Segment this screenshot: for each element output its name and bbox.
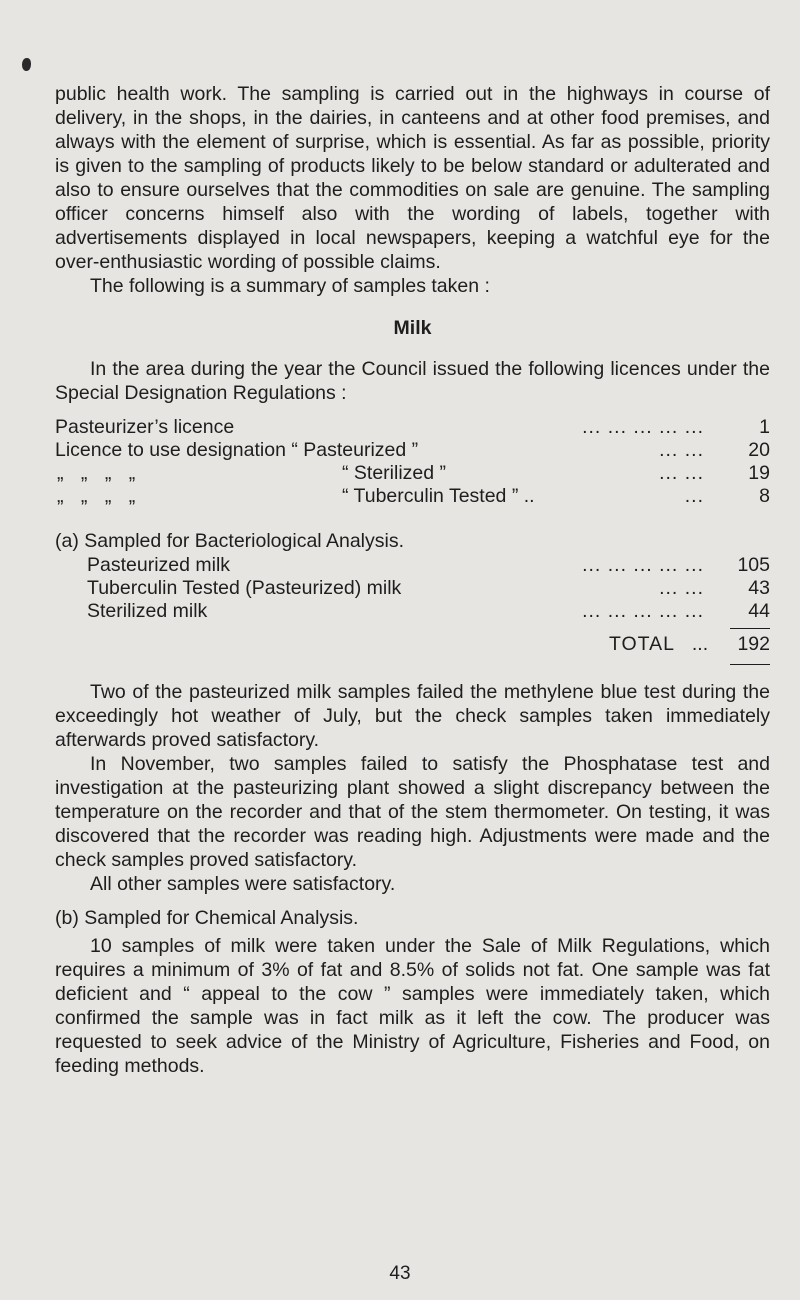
total-rule-top xyxy=(730,628,770,629)
sample-count: 43 xyxy=(748,577,770,599)
licence-row xyxy=(55,438,770,461)
leader-dots: ... ... ... ... ... xyxy=(582,554,704,576)
section-b-heading: (b) Sampled for Chemical Analysis. xyxy=(55,907,359,929)
licence-count: 8 xyxy=(759,485,770,507)
section-a-table xyxy=(55,553,770,660)
licence-label: Pasteurizer’s licence xyxy=(55,416,235,438)
sample-row xyxy=(87,599,770,622)
leader-dots: ... ... ... ... ... xyxy=(582,600,704,622)
licence-count: 1 xyxy=(759,416,770,438)
sample-label: Tuberculin Tested (Pasteurized) milk xyxy=(87,577,402,599)
intro-paragraph: public health work. The sampling is carried out in the highways in course of delivery, in the shops, in the dairies, in canteens and at other food premises, and always with the element of surprise, which is essential. As far as possible, priority is given to the sampling of products likely to be below standard or adulterated and also to ensure ourselves that the commodities on sale are genuine. The sampling officer concerns himself also with the wording of labels, together with advertisements displayed in local newspapers, keeping a watchful eye for the over-enthusiastic wording of possible claims. xyxy=(55,83,770,273)
total-block xyxy=(87,626,770,660)
milk-heading: Milk xyxy=(393,317,432,339)
leader-dots: ... ... xyxy=(659,462,704,484)
november-paragraph: In November, two samples failed to satisfy the Phosphatase test and investigation at the pasteurizing plant showed a slight discrepancy between the temperature on the recorder and that of the stem thermometer. On testing, it was discovered that the recorder was reading high. Adjustments were made and the check samples proved satisfactory. xyxy=(55,753,770,871)
all-other-paragraph: All other samples were satisfactory. xyxy=(90,873,396,895)
total-rule-bottom xyxy=(730,664,770,665)
licence-count: 20 xyxy=(748,439,770,461)
leader-dots: ... ... xyxy=(659,439,704,461)
ditto-marks: „ „ „ „ xyxy=(57,462,142,484)
licence-row xyxy=(55,415,770,438)
sample-count: 105 xyxy=(737,554,770,576)
summary-lead: The following is a summary of samples taken : xyxy=(90,275,490,297)
sample-label: Sterilized milk xyxy=(87,600,208,622)
page-content xyxy=(55,82,770,1078)
methylene-paragraph: Two of the pasteurized milk samples failed the methylene blue test during the exceedingly hot weather of July, but the check samples taken immediately afterwards proved satisfactory. xyxy=(55,681,770,751)
licence-label: Licence to use designation “ Pasteurized ” xyxy=(55,439,419,461)
sample-row xyxy=(87,576,770,599)
licences-intro: In the area during the year the Council issued the following licences under the Special Designation Regulations : xyxy=(55,358,770,404)
licence-label: “ Sterilized ” xyxy=(342,462,447,484)
licence-row xyxy=(55,484,770,507)
page-number: 43 xyxy=(389,1263,411,1284)
total-row xyxy=(87,626,770,660)
leader-dots: ... xyxy=(691,633,709,655)
licences-list xyxy=(55,415,770,507)
total-label: TOTAL xyxy=(608,633,675,655)
chemical-paragraph: 10 samples of milk were taken under the Sale of Milk Regulations, which requires a minimum of 3% of fat and 8.5% of solids not fat. One sample was fat deficient and “ appeal to the cow ” samples were immediately taken, which confirmed the sample was in fact milk as it left the cow. The producer was requested to seek advice of the Ministry of Agriculture, Fisheries and Food, on feeding methods. xyxy=(55,935,770,1077)
leader-dots: ... xyxy=(684,485,704,507)
section-a-heading: (a) Sampled for Bacteriological Analysis. xyxy=(55,530,404,552)
licence-count: 19 xyxy=(748,462,770,484)
sample-label: Pasteurized milk xyxy=(87,554,231,576)
sample-row xyxy=(87,553,770,576)
licence-row xyxy=(55,461,770,484)
scan-speck xyxy=(22,58,31,71)
total-value: 192 xyxy=(737,633,770,655)
licence-label: “ Tuberculin Tested ” .. xyxy=(342,485,535,507)
sample-count: 44 xyxy=(748,600,770,622)
leader-dots: ... ... xyxy=(659,577,704,599)
ditto-marks: „ „ „ „ xyxy=(57,485,142,507)
leader-dots: ... ... ... ... ... xyxy=(582,416,704,438)
